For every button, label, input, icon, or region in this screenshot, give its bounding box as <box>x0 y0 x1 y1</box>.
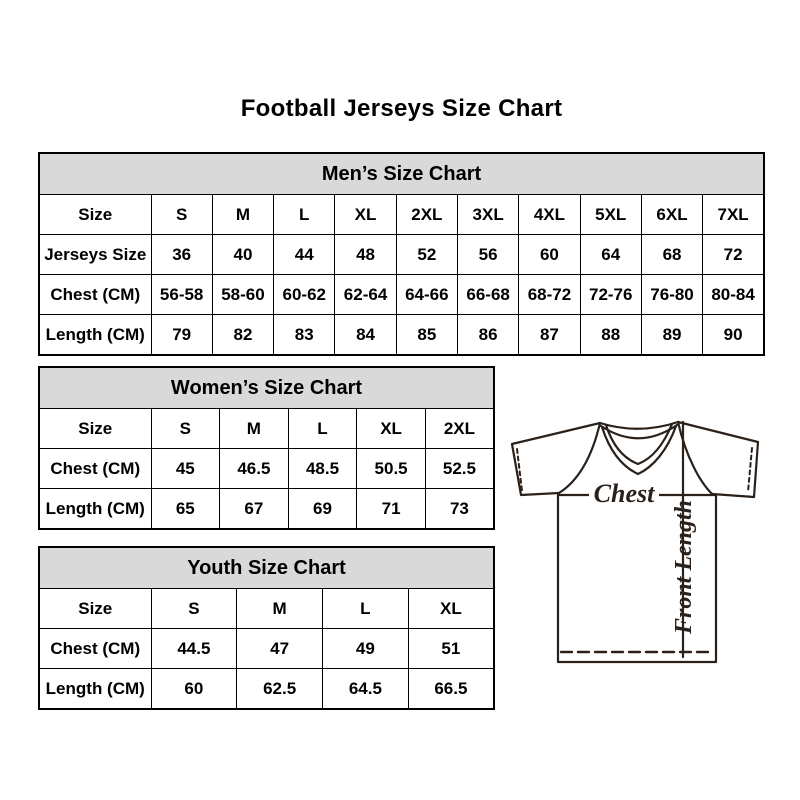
jersey-collar-rim <box>600 422 678 429</box>
size-cell: 67 <box>220 489 289 530</box>
size-cell: L <box>274 195 335 235</box>
size-cell: XL <box>335 195 396 235</box>
size-cell: 65 <box>151 489 220 530</box>
table-row <box>39 589 494 629</box>
size-cell: 49 <box>323 629 409 669</box>
size-cell: 5XL <box>580 195 641 235</box>
size-cell: S <box>151 589 237 629</box>
size-cell: 72 <box>703 235 764 275</box>
size-cell: 80-84 <box>703 275 764 315</box>
jersey-measurement-diagram <box>502 409 770 671</box>
size-cell: 3XL <box>457 195 518 235</box>
size-cell: S <box>151 195 212 235</box>
row-label: Size <box>39 195 151 235</box>
size-cell: 88 <box>580 315 641 356</box>
size-cell: 2XL <box>425 409 494 449</box>
size-cell: 51 <box>408 629 494 669</box>
size-cell: 52 <box>396 235 457 275</box>
size-cell: 56 <box>457 235 518 275</box>
size-cell: 79 <box>151 315 212 356</box>
table-row <box>39 449 494 489</box>
size-cell: M <box>212 195 273 235</box>
row-label: Jerseys Size <box>39 235 151 275</box>
size-cell: 60 <box>151 669 237 710</box>
youth-size-chart-table <box>38 546 495 710</box>
size-cell: 36 <box>151 235 212 275</box>
jersey-right-cuff-dashed-line <box>748 448 752 492</box>
table-row <box>39 275 764 315</box>
size-cell: 50.5 <box>357 449 426 489</box>
youth-chart-title-row <box>39 547 494 589</box>
size-cell: 4XL <box>519 195 580 235</box>
size-cell: 48.5 <box>288 449 357 489</box>
size-cell: 7XL <box>703 195 764 235</box>
size-cell: 58-60 <box>212 275 273 315</box>
page-title: Football Jerseys Size Chart <box>240 95 563 122</box>
size-cell: 85 <box>396 315 457 356</box>
table-row <box>39 315 764 356</box>
chest-label: Chest <box>593 479 655 508</box>
size-cell: L <box>288 409 357 449</box>
size-cell: 66-68 <box>457 275 518 315</box>
table-row <box>39 489 494 530</box>
mens-chart-title-row <box>39 153 764 195</box>
size-cell: 64-66 <box>396 275 457 315</box>
size-cell: 68-72 <box>519 275 580 315</box>
size-cell: M <box>220 409 289 449</box>
size-cell: M <box>237 589 323 629</box>
size-cell: 64.5 <box>323 669 409 710</box>
youth-chart-title: Youth Size Chart <box>39 547 494 589</box>
size-cell: XL <box>408 589 494 629</box>
table-row <box>39 235 764 275</box>
table-row <box>39 409 494 449</box>
size-cell: 64 <box>580 235 641 275</box>
size-cell: 71 <box>357 489 426 530</box>
size-cell: 86 <box>457 315 518 356</box>
size-cell: 73 <box>425 489 494 530</box>
row-label: Size <box>39 589 151 629</box>
row-label: Chest (CM) <box>39 275 151 315</box>
size-cell: 62-64 <box>335 275 396 315</box>
mens-chart-title: Men’s Size Chart <box>39 153 764 195</box>
table-row <box>39 195 764 235</box>
row-label: Length (CM) <box>39 315 151 356</box>
row-label: Chest (CM) <box>39 629 151 669</box>
size-cell: XL <box>357 409 426 449</box>
row-label: Chest (CM) <box>39 449 151 489</box>
size-cell: 84 <box>335 315 396 356</box>
womens-size-chart-table <box>38 366 495 530</box>
jersey-vneck-inner <box>606 424 672 464</box>
row-label: Size <box>39 409 151 449</box>
size-cell: 69 <box>288 489 357 530</box>
table-row <box>39 629 494 669</box>
size-cell: 6XL <box>641 195 702 235</box>
size-cell: 90 <box>703 315 764 356</box>
size-cell: 56-58 <box>151 275 212 315</box>
row-label: Length (CM) <box>39 669 151 710</box>
womens-chart-title: Women’s Size Chart <box>39 367 494 409</box>
size-cell: 72-76 <box>580 275 641 315</box>
jersey-diagram-svg <box>502 409 770 671</box>
size-cell: 87 <box>519 315 580 356</box>
size-cell: 2XL <box>396 195 457 235</box>
front-length-label: Front Length <box>671 499 697 635</box>
size-cell: 47 <box>237 629 323 669</box>
size-cell: 62.5 <box>237 669 323 710</box>
size-cell: 44.5 <box>151 629 237 669</box>
size-cell: 44 <box>274 235 335 275</box>
table-row <box>39 669 494 710</box>
size-cell: 68 <box>641 235 702 275</box>
size-cell: 45 <box>151 449 220 489</box>
size-cell: 46.5 <box>220 449 289 489</box>
size-cell: 60 <box>519 235 580 275</box>
size-cell: L <box>323 589 409 629</box>
size-cell: 83 <box>274 315 335 356</box>
size-cell: 60-62 <box>274 275 335 315</box>
size-cell: 89 <box>641 315 702 356</box>
row-label: Length (CM) <box>39 489 151 530</box>
size-cell: S <box>151 409 220 449</box>
womens-chart-title-row <box>39 367 494 409</box>
size-cell: 66.5 <box>408 669 494 710</box>
size-cell: 52.5 <box>425 449 494 489</box>
size-cell: 48 <box>335 235 396 275</box>
size-cell: 82 <box>212 315 273 356</box>
mens-size-chart-table <box>38 152 765 356</box>
size-cell: 76-80 <box>641 275 702 315</box>
size-cell: 40 <box>212 235 273 275</box>
